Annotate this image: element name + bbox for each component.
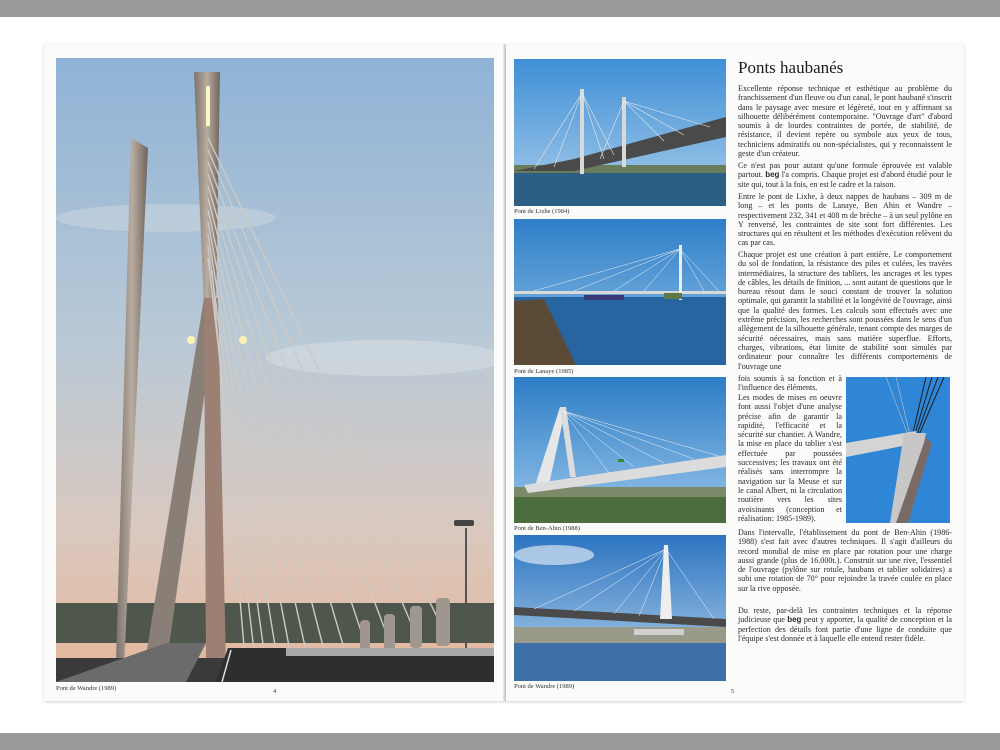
intro-paragraph: Excellente réponse technique et esthétique au problème du franchissement d'un fleuve ou d'un canal, le pont haubané s'inscrit dans le paysage avec mesure et légèreté, tout en y affirmant sa silhouette délibérément contemporaine. "Ouvrage d'art" d'abord soumis à de lourdes contraintes de portée, de stabilité, de résistance, il devient repère ou symbole aux yeux de tous, techniciens admiratifs ou non-spécialistes, qui y reconnaissent le geste d'un créateur. (738, 84, 952, 159)
caption-wandre-small: Pont de Wandre (1989) (514, 683, 575, 690)
beg-brand-mark-2: beg (787, 615, 802, 625)
p2-text-b: l'a compris. Chaque projet est d'abord étudié pour le site qui, tout à la fois, en est le cadre et la raison. (738, 170, 952, 189)
lanaye-bridge-photo (514, 219, 726, 365)
p6-text-a: Du reste, par-delà les contraintes techniques et la réponse judicieuse que (738, 606, 952, 625)
third-paragraph: Entre le pont de Lixhe, à deux nappes de haubans – 309 m de long – et les ponts de Lanaye, Ben Ahin et Wandre – respectivement 232, 341 et 408 m de brèche – à un seul pylône en Y renversé, les contraintes de site sont fort différentes. Les structures qui en résultent et les méthodes d'exécution relèvent du cas par cas. (738, 192, 952, 248)
pylon-detail-photo (846, 377, 950, 523)
p2-text-a: Ce n'est pas pour autant qu'une formule éprouvée est valable partout. (738, 161, 952, 180)
page-number-right: 5 (731, 688, 735, 695)
wandre-bridge-small-photo (514, 535, 726, 681)
lixhe-bridge-photo (514, 59, 726, 206)
beg-brand-mark: beg (765, 170, 780, 180)
caption-ben-ahin: Pont de Ben-Ahin (1988) (514, 525, 580, 532)
caption-wandre-large: Pont de Wandre (1989) (56, 685, 117, 692)
p6-text-b: peut y apporter, la qualité de conception et la perfection des détails font partie d'une ligne de conduite que l'équipe s'est donnée et à laquelle elle entend rester fidèle. (738, 615, 952, 643)
fifth-paragraph-narrow: Les modes de mises en oeuvre font aussi l'objet d'une analyse précise afin de garantir la rapidité, l'efficacité et la sécurité sur chantier. A Wandre, la mise en place du tablier s'est effectuée par poussées successives; les travaux ont été réalisés sans interrompre la navigation sur la Meuse et sur le canal Albert, ni la circulation routière vers les sites avoisinants (conception et réalisation: 1985-1989). (738, 393, 842, 523)
caption-lixhe: Pont de Lixhe (1984) (514, 208, 570, 215)
wandre-bridge-large-photo (56, 58, 494, 682)
page-number-left: 4 (273, 688, 277, 695)
sixth-paragraph (738, 606, 952, 643)
wandre-bridge-illustration (56, 58, 494, 682)
second-paragraph (738, 161, 952, 189)
fourth-paragraph-continued: fois soumis à sa fonction et à l'influence des éléments. (738, 374, 842, 393)
page-title: Ponts haubanés (738, 58, 844, 77)
fifth-paragraph-wide: Dans l'intervalle, l'établissement du pont de Ben-Ahin (1986-1988) s'est fait avec d'autres techniques. Il s'agit d'ailleurs du record mondial de mise en place par rotation pour une charge aussi grande (plus de 16.000t.). Construit sur une rive, l'essentiel de l'ouvrage (pylône sur rotule, haubans et tablier solidaires) a subi une rotation de 70° pour rejoindre la travée coulée en place sur la rive opposée. (738, 528, 952, 593)
top-border-band (0, 0, 1000, 17)
fourth-paragraph: Chaque projet est une création à part entière. Le comportement du sol de fondation, la résistance des piles et culées, les travées intermédiaires, la structure des tabliers, les ancrages et les types de câbles, les détails de finition, ... sont autant de questions que le bureau résout dans le souci constant de trouver la solution optimale, qui garantit la stabilité et la longévité de l'ouvrage, ainsi que la qualité des formes. Les calculs sont effectués avec une extrême précision, les recherches sont poussées dans le sens d'un allègement de la silhouette générale, tenant compte des marges de sécurité nécessaires, mais sans matière superflue. Efforts, charges, vibrations, état limite de stabilité sont simulés par ordinateur pour connaître les différents comportements de l'ouvrage une (738, 250, 952, 371)
bottom-border-band (0, 733, 1000, 750)
ben-ahin-bridge-photo (514, 377, 726, 523)
caption-lanaye: Pont de Lanaye (1985) (514, 368, 574, 375)
